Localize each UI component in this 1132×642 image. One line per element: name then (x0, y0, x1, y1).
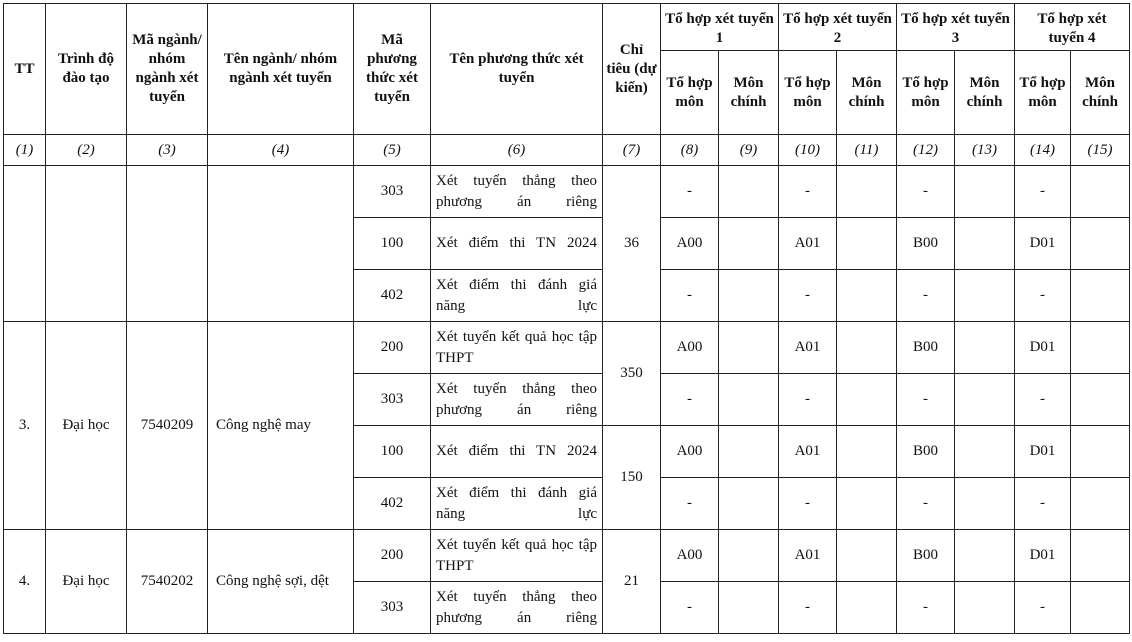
ten-nganh-cell (208, 166, 354, 322)
mon-chinh-cell (955, 166, 1015, 218)
column-index-cell: (12) (897, 135, 955, 166)
to-hop-mon-cell: A00 (661, 218, 719, 270)
column-index-cell: (8) (661, 135, 719, 166)
tt-cell: 3. (4, 322, 46, 530)
mon-chinh-cell (837, 270, 897, 322)
chi-tieu-cell: 36 (603, 166, 661, 322)
mon-chinh-cell (719, 582, 779, 634)
to-hop-mon-cell: B00 (897, 218, 955, 270)
mon-chinh-cell (719, 426, 779, 478)
ma-phuong-thuc-cell: 402 (354, 478, 431, 530)
to-hop-mon-cell: - (1015, 374, 1071, 426)
trinh-do-cell (46, 166, 127, 322)
mon-chinh-cell (719, 218, 779, 270)
ten-nganh-cell: Công nghệ may (208, 322, 354, 530)
trinh-do-cell: Đại học (46, 322, 127, 530)
column-index-cell: (13) (955, 135, 1015, 166)
to-hop-mon-cell: - (661, 478, 719, 530)
mon-chinh-cell (1071, 322, 1130, 374)
ten-phuong-thuc-cell: Xét tuyển thẳng theo phương án riêng (431, 166, 603, 218)
column-index-cell: (5) (354, 135, 431, 166)
ma-phuong-thuc-cell: 303 (354, 374, 431, 426)
header-to-hop-mon: Tổ hợp môn (897, 51, 955, 135)
to-hop-mon-cell: - (779, 582, 837, 634)
mon-chinh-cell (719, 530, 779, 582)
to-hop-mon-cell: A00 (661, 322, 719, 374)
ma-nganh-cell: 7540209 (127, 322, 208, 530)
mon-chinh-cell (719, 166, 779, 218)
mon-chinh-cell (1071, 426, 1130, 478)
to-hop-mon-cell: B00 (897, 426, 955, 478)
to-hop-mon-cell: - (1015, 582, 1071, 634)
column-index-cell: (9) (719, 135, 779, 166)
table-row (4, 322, 1130, 374)
table-row (4, 530, 1130, 582)
mon-chinh-cell (837, 478, 897, 530)
to-hop-mon-cell: - (897, 374, 955, 426)
mon-chinh-cell (955, 582, 1015, 634)
to-hop-mon-cell: A01 (779, 530, 837, 582)
admission-table (3, 3, 1130, 634)
mon-chinh-cell (719, 478, 779, 530)
mon-chinh-cell (955, 218, 1015, 270)
mon-chinh-cell (1071, 218, 1130, 270)
mon-chinh-cell (955, 426, 1015, 478)
to-hop-mon-cell: A00 (661, 426, 719, 478)
header-group-3: Tổ hợp xét tuyển 3 (897, 4, 1015, 51)
header-chi-tieu: Chỉ tiêu (dự kiến) (603, 4, 661, 135)
column-index-cell: (6) (431, 135, 603, 166)
header-mon-chinh: Môn chính (837, 51, 897, 135)
mon-chinh-cell (955, 478, 1015, 530)
column-index-cell: (3) (127, 135, 208, 166)
ten-phuong-thuc-cell: Xét tuyển kết quả học tập THPT (431, 322, 603, 374)
column-index-cell: (2) (46, 135, 127, 166)
to-hop-mon-cell: A01 (779, 322, 837, 374)
column-index-cell: (10) (779, 135, 837, 166)
tt-cell (4, 166, 46, 322)
to-hop-mon-cell: - (897, 270, 955, 322)
header-to-hop-mon: Tổ hợp môn (779, 51, 837, 135)
mon-chinh-cell (955, 322, 1015, 374)
mon-chinh-cell (837, 582, 897, 634)
to-hop-mon-cell: A00 (661, 530, 719, 582)
to-hop-mon-cell: - (1015, 478, 1071, 530)
header-mon-chinh: Môn chính (719, 51, 779, 135)
header-ma-nganh: Mã ngành/ nhóm ngành xét tuyển (127, 4, 208, 135)
to-hop-mon-cell: A01 (779, 218, 837, 270)
mon-chinh-cell (837, 530, 897, 582)
column-index-cell: (11) (837, 135, 897, 166)
chi-tieu-cell: 150 (603, 426, 661, 530)
to-hop-mon-cell: D01 (1015, 426, 1071, 478)
ma-phuong-thuc-cell: 100 (354, 218, 431, 270)
mon-chinh-cell (1071, 582, 1130, 634)
mon-chinh-cell (837, 166, 897, 218)
mon-chinh-cell (719, 374, 779, 426)
to-hop-mon-cell: - (1015, 166, 1071, 218)
column-index-cell: (1) (4, 135, 46, 166)
column-index-cell: (7) (603, 135, 661, 166)
mon-chinh-cell (1071, 530, 1130, 582)
to-hop-mon-cell: - (897, 582, 955, 634)
ten-phuong-thuc-cell: Xét tuyển thẳng theo phương án riêng (431, 374, 603, 426)
to-hop-mon-cell: - (779, 270, 837, 322)
header-group-2: Tổ hợp xét tuyển 2 (779, 4, 897, 51)
chi-tieu-cell: 350 (603, 322, 661, 426)
column-index-cell: (15) (1071, 135, 1130, 166)
mon-chinh-cell (1071, 166, 1130, 218)
header-to-hop-mon: Tổ hợp môn (1015, 51, 1071, 135)
chi-tieu-cell: 21 (603, 530, 661, 634)
ma-phuong-thuc-cell: 402 (354, 270, 431, 322)
ten-phuong-thuc-cell: Xét điểm thi TN 2024 (431, 218, 603, 270)
ma-phuong-thuc-cell: 200 (354, 322, 431, 374)
ten-phuong-thuc-cell: Xét điểm thi đánh giá năng lực (431, 478, 603, 530)
ma-phuong-thuc-cell: 303 (354, 166, 431, 218)
header-tt: TT (4, 4, 46, 135)
to-hop-mon-cell: - (897, 166, 955, 218)
header-group-1: Tổ hợp xét tuyển 1 (661, 4, 779, 51)
to-hop-mon-cell: - (661, 374, 719, 426)
ten-nganh-cell: Công nghệ sợi, dệt (208, 530, 354, 634)
to-hop-mon-cell: - (661, 270, 719, 322)
ma-nganh-cell: 7540202 (127, 530, 208, 634)
header-ten-phuong-thuc: Tên phương thức xét tuyển (431, 4, 603, 135)
table-body (4, 166, 1130, 634)
ma-phuong-thuc-cell: 303 (354, 582, 431, 634)
mon-chinh-cell (719, 270, 779, 322)
mon-chinh-cell (837, 218, 897, 270)
ten-phuong-thuc-cell: Xét tuyển thẳng theo phương án riêng (431, 582, 603, 634)
ten-phuong-thuc-cell: Xét điểm thi TN 2024 (431, 426, 603, 478)
to-hop-mon-cell: - (779, 374, 837, 426)
mon-chinh-cell (1071, 478, 1130, 530)
ma-phuong-thuc-cell: 200 (354, 530, 431, 582)
mon-chinh-cell (955, 374, 1015, 426)
ten-phuong-thuc-cell: Xét tuyển kết quả học tập THPT (431, 530, 603, 582)
to-hop-mon-cell: - (897, 478, 955, 530)
ma-phuong-thuc-cell: 100 (354, 426, 431, 478)
column-index-row (4, 135, 1130, 166)
header-trinh-do: Trình độ đào tạo (46, 4, 127, 135)
column-index-cell: (14) (1015, 135, 1071, 166)
mon-chinh-cell (837, 322, 897, 374)
to-hop-mon-cell: D01 (1015, 218, 1071, 270)
to-hop-mon-cell: - (1015, 270, 1071, 322)
mon-chinh-cell (1071, 270, 1130, 322)
mon-chinh-cell (837, 374, 897, 426)
trinh-do-cell: Đại học (46, 530, 127, 634)
tt-cell: 4. (4, 530, 46, 634)
to-hop-mon-cell: D01 (1015, 322, 1071, 374)
mon-chinh-cell (719, 322, 779, 374)
to-hop-mon-cell: - (661, 166, 719, 218)
table-row (4, 166, 1130, 218)
to-hop-mon-cell: D01 (1015, 530, 1071, 582)
to-hop-mon-cell: - (779, 166, 837, 218)
header-ma-phuong-thuc: Mã phương thức xét tuyển (354, 4, 431, 135)
to-hop-mon-cell: - (779, 478, 837, 530)
header-to-hop-mon: Tổ hợp môn (661, 51, 719, 135)
ten-phuong-thuc-cell: Xét điểm thi đánh giá năng lực (431, 270, 603, 322)
header-mon-chinh: Môn chính (1071, 51, 1130, 135)
to-hop-mon-cell: B00 (897, 322, 955, 374)
ma-nganh-cell (127, 166, 208, 322)
header-ten-nganh: Tên ngành/ nhóm ngành xét tuyển (208, 4, 354, 135)
header-group-4: Tổ hợp xét tuyển 4 (1015, 4, 1130, 51)
mon-chinh-cell (1071, 374, 1130, 426)
to-hop-mon-cell: A01 (779, 426, 837, 478)
to-hop-mon-cell: B00 (897, 530, 955, 582)
mon-chinh-cell (955, 270, 1015, 322)
mon-chinh-cell (837, 426, 897, 478)
header-mon-chinh: Môn chính (955, 51, 1015, 135)
column-index-cell: (4) (208, 135, 354, 166)
to-hop-mon-cell: - (661, 582, 719, 634)
mon-chinh-cell (955, 530, 1015, 582)
